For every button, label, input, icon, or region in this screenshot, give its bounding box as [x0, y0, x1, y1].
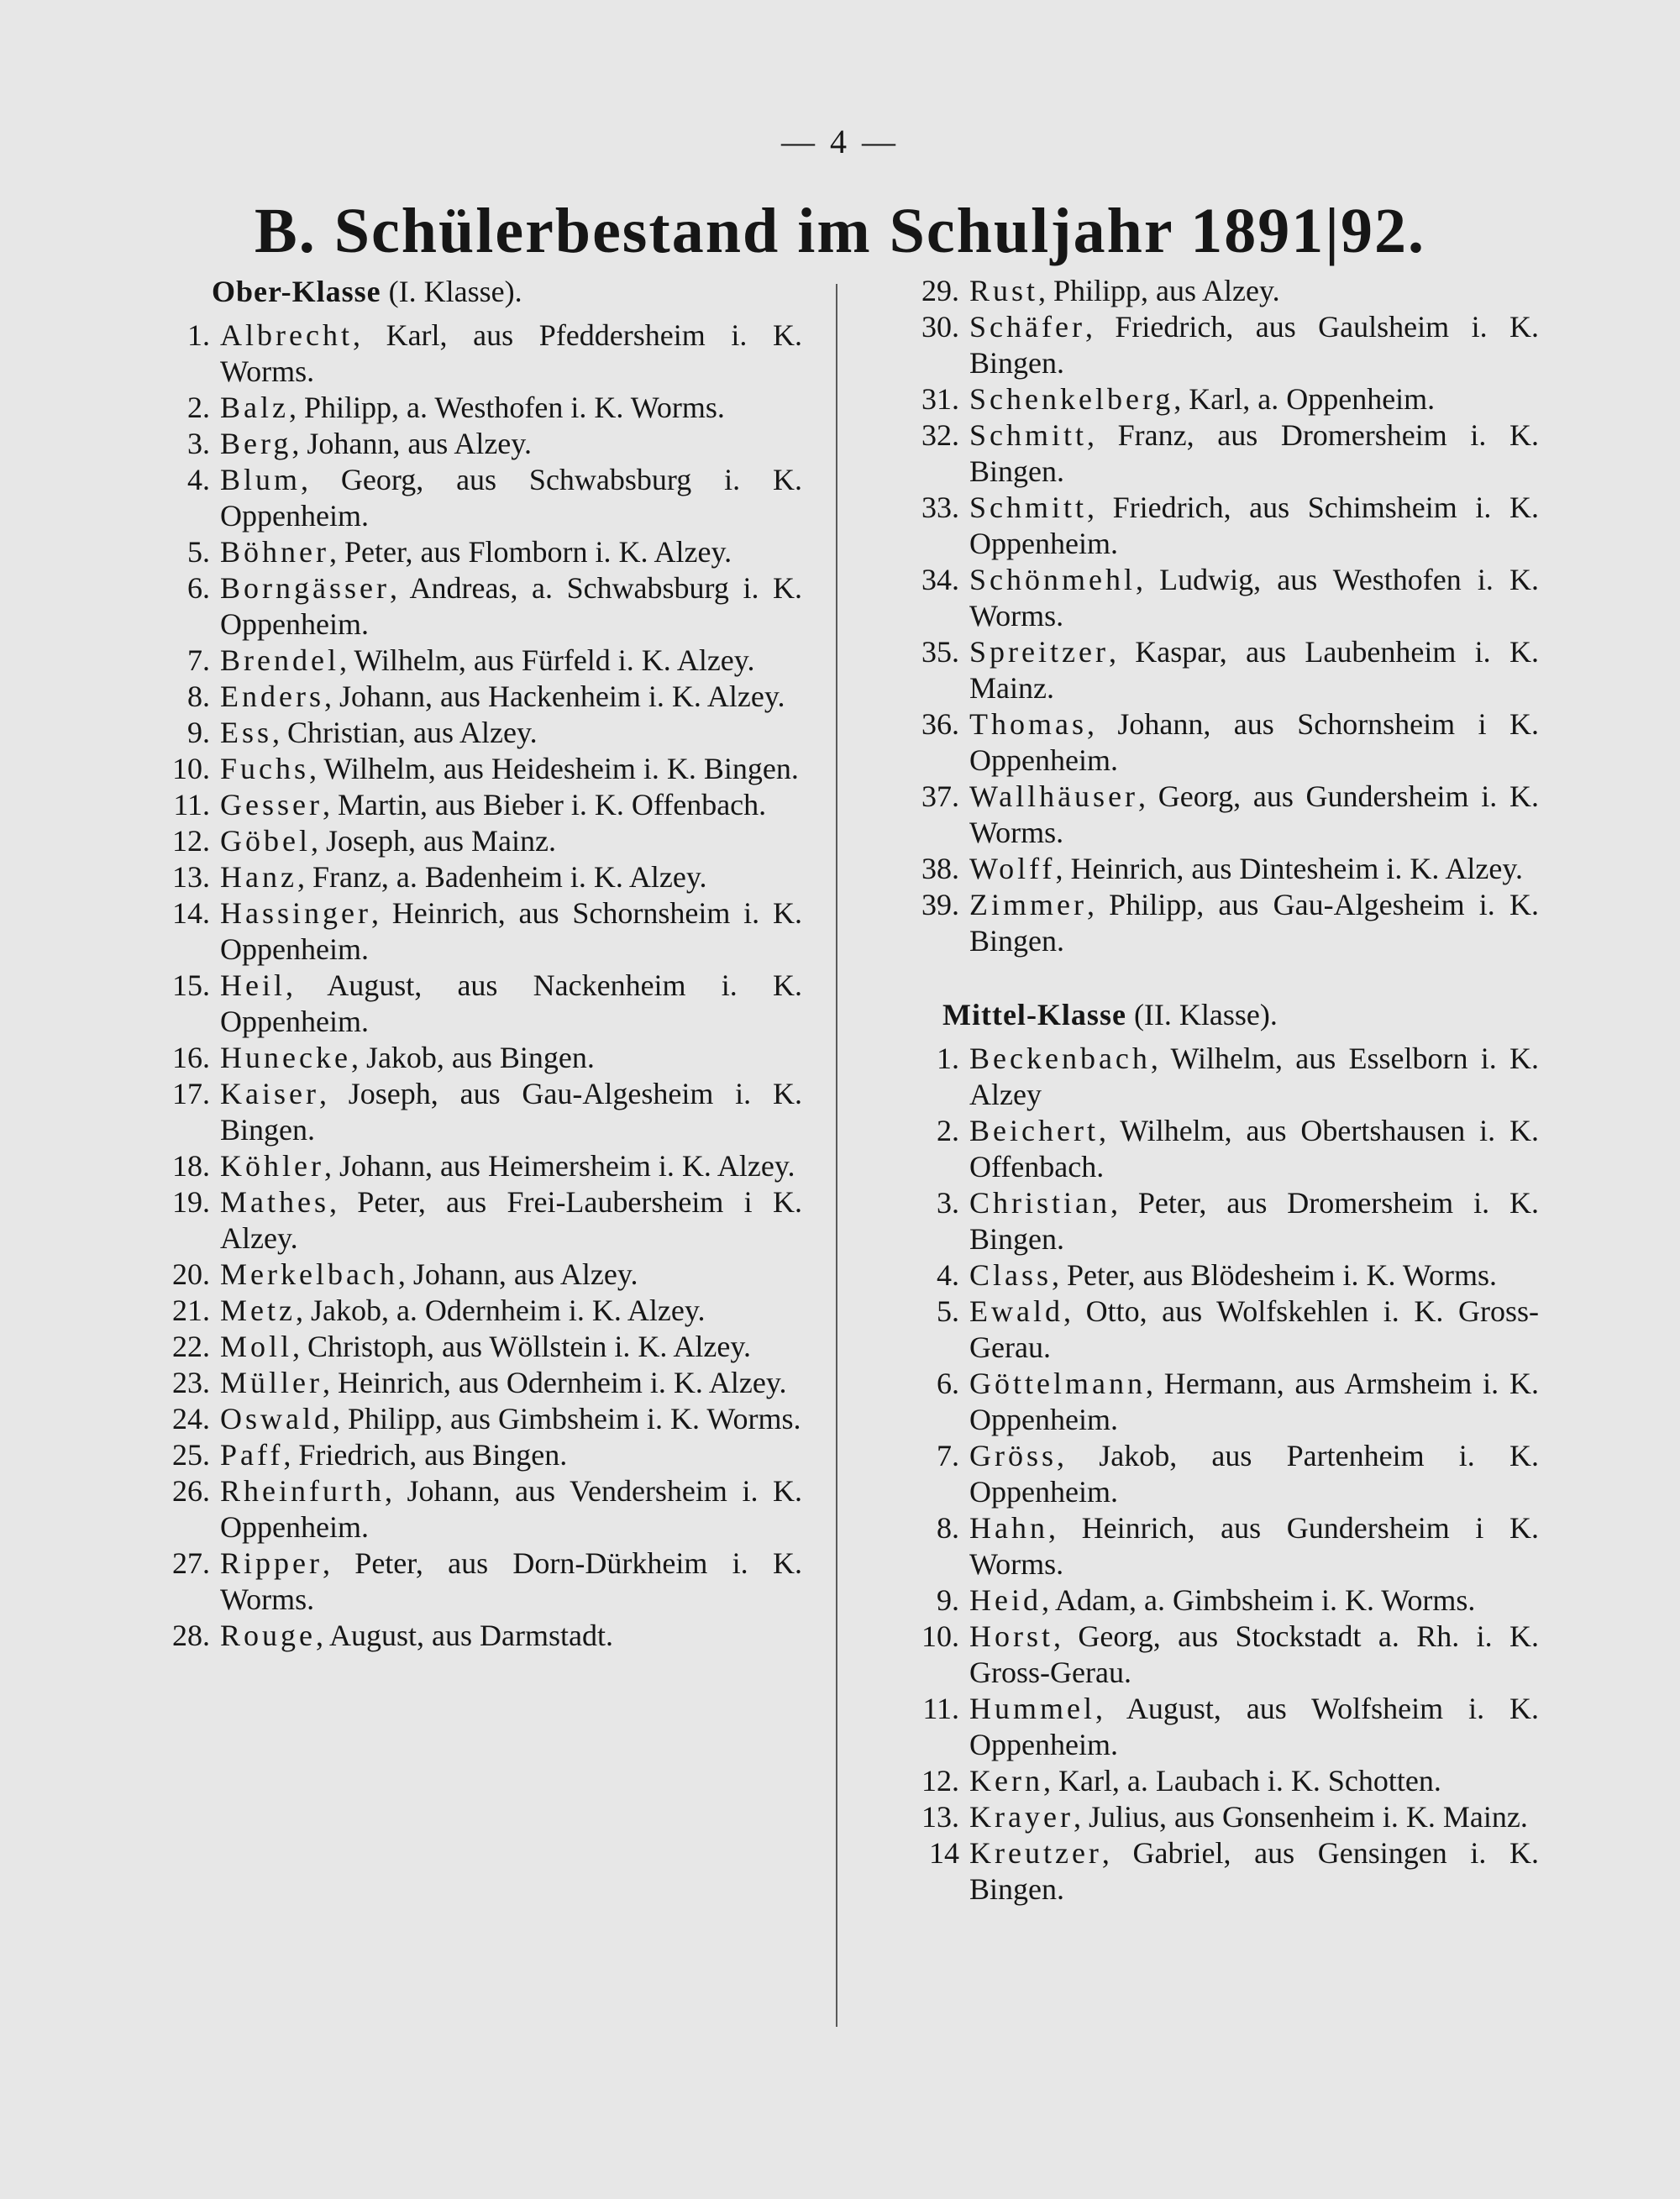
entry-text: [220, 462, 802, 534]
entry-text: [220, 390, 802, 426]
list-item: [867, 1619, 1539, 1691]
entry-number: 9.: [937, 1583, 959, 1617]
entry-number: 9.: [187, 716, 210, 749]
entry-number: 38.: [921, 852, 959, 885]
student-details: , Friedrich, aus Gaulsheim i. K. Bingen.: [969, 310, 1539, 380]
list-item: [118, 823, 802, 859]
list-item: [867, 1691, 1539, 1763]
entry-text: [220, 823, 802, 859]
list-item: [867, 381, 1539, 417]
list-item: [118, 751, 802, 787]
entry-number: 11.: [922, 1692, 959, 1725]
list-item: [118, 643, 802, 679]
student-details: , Heinrich, aus Schornsheim i. K. Oppenheim.: [220, 896, 802, 966]
entry-text: [969, 1799, 1539, 1835]
entry-text: [220, 715, 802, 751]
entry-number: 26.: [172, 1474, 210, 1508]
student-details: , Friedrich, aus Bingen.: [283, 1438, 568, 1472]
entry-text: [220, 859, 802, 895]
student-details: , Hermann, aus Armsheim i. K. Oppenheim.: [969, 1367, 1539, 1436]
list-item: [118, 570, 802, 643]
list-item: [867, 634, 1539, 706]
student-surname: Gesser: [220, 788, 323, 821]
column-divider: [836, 284, 837, 2027]
entry-text: [969, 309, 1539, 381]
list-item: [118, 895, 802, 968]
student-details: , Heinrich, aus Gundersheim i K. Worms.: [969, 1511, 1539, 1581]
student-surname: Balz: [220, 391, 289, 424]
student-details: , Karl, aus Pfeddersheim i. K. Worms.: [220, 318, 802, 388]
student-surname: Heid: [969, 1583, 1042, 1617]
student-surname: Heil: [220, 968, 286, 1002]
entry-number: 10.: [921, 1619, 959, 1653]
entry-number: 1.: [187, 318, 210, 352]
list-item: [867, 309, 1539, 381]
student-surname: Schönmehl: [969, 563, 1136, 596]
list-item: [118, 1076, 802, 1148]
student-details: , Peter, aus Flomborn i. K. Alzey.: [328, 535, 732, 569]
list-item: [118, 859, 802, 895]
student-surname: Köhler: [220, 1149, 324, 1183]
class-suffix: (II. Klasse).: [1133, 998, 1278, 1031]
entry-number: 23.: [172, 1366, 210, 1399]
student-details: , Wilhelm, aus Heidesheim i. K. Bingen.: [309, 752, 799, 785]
student-details: , Julius, aus Gonsenheim i. K. Mainz.: [1073, 1800, 1528, 1834]
list-item: [867, 1257, 1539, 1294]
student-details: , Peter, aus Blödesheim i. K. Worms.: [1052, 1258, 1497, 1292]
list-item: [867, 1763, 1539, 1799]
entry-text: [220, 570, 802, 643]
entry-number: 32.: [921, 418, 959, 452]
list-item: [867, 273, 1539, 309]
entry-number: 5.: [187, 535, 210, 569]
entry-text: [969, 779, 1539, 851]
page-number: — 4 —: [781, 123, 899, 160]
student-surname: Moll: [220, 1330, 293, 1363]
entry-text: [220, 1148, 802, 1184]
list-item: [867, 851, 1539, 887]
ober-klasse-heading: [212, 273, 896, 310]
list-item: [867, 1294, 1539, 1366]
list-item: [867, 1438, 1539, 1510]
entry-text: [969, 1041, 1539, 1113]
entry-text: [220, 1040, 802, 1076]
student-surname: Zimmer: [969, 888, 1087, 921]
entry-text: [220, 534, 802, 570]
entry-number: 2.: [187, 391, 210, 424]
student-details: , Jakob, aus Bingen.: [350, 1041, 595, 1074]
student-surname: Beckenbach: [969, 1042, 1151, 1075]
student-surname: Rheinfurth: [220, 1474, 385, 1508]
entry-number: 22.: [172, 1330, 210, 1363]
list-item: [118, 787, 802, 823]
entry-text: [220, 895, 802, 968]
entry-number: 39.: [921, 888, 959, 921]
entry-number: 12.: [172, 824, 210, 858]
student-surname: Schäfer: [969, 310, 1085, 344]
student-surname: Mathes: [220, 1185, 329, 1219]
list-item: [867, 706, 1539, 779]
entry-text: [969, 634, 1539, 706]
entry-number: 3.: [937, 1186, 959, 1220]
student-surname: Oswald: [220, 1402, 333, 1435]
student-surname: Horst: [969, 1619, 1053, 1653]
entry-number: 13.: [921, 1800, 959, 1834]
list-item: [118, 1618, 802, 1654]
student-surname: Hunecke: [220, 1041, 351, 1074]
student-details: , Wilhelm, aus Fürfeld i. K. Alzey.: [339, 643, 755, 677]
student-surname: Hahn: [969, 1511, 1048, 1545]
list-item: [118, 715, 802, 751]
student-details: , Wilhelm, aus Obertshausen i. K. Offenbach.: [969, 1114, 1539, 1183]
student-details: , Friedrich, aus Schimsheim i. K. Oppenheim.: [969, 491, 1539, 560]
entry-number: 28.: [172, 1619, 210, 1652]
list-item: [867, 1113, 1539, 1185]
student-details: , August, aus Wolfsheim i. K. Oppenheim.: [969, 1692, 1539, 1761]
student-details: , Heinrich, aus Dintesheim i. K. Alzey.: [1055, 852, 1523, 885]
student-surname: Wolff: [969, 852, 1056, 885]
entry-number: 18.: [172, 1149, 210, 1183]
entry-text: [969, 562, 1539, 634]
entry-number: 17.: [172, 1077, 210, 1110]
student-details: , Philipp, aus Gau-Algesheim i. K. Bingen.: [969, 888, 1539, 958]
entry-number: 29.: [921, 274, 959, 307]
entry-text: [220, 1329, 802, 1365]
student-surname: Ripper: [220, 1546, 323, 1580]
student-details: , Karl, a. Oppenheim.: [1173, 382, 1436, 416]
entry-number: 37.: [921, 779, 959, 813]
student-details: , Peter, aus Frei-Laubersheim i K. Alzey.: [220, 1185, 802, 1255]
entry-number: 36.: [921, 707, 959, 741]
student-details: , Johann, aus Heimersheim i. K. Alzey.: [323, 1149, 795, 1183]
list-item: [118, 1401, 802, 1437]
class-name: Mittel-Klasse: [942, 998, 1126, 1031]
student-surname: Borngässer: [220, 571, 390, 605]
student-surname: Blum: [220, 463, 302, 496]
list-item: [867, 417, 1539, 490]
student-surname: Kreutzer: [969, 1836, 1102, 1870]
entry-text: [220, 1184, 802, 1257]
entry-number: 14: [929, 1836, 959, 1870]
entry-number: 20.: [172, 1257, 210, 1291]
class-suffix: (I. Klasse).: [388, 275, 522, 308]
entry-number: 13.: [172, 860, 210, 894]
entry-number: 8.: [187, 680, 210, 713]
student-details: , August, aus Darmstadt.: [316, 1619, 613, 1652]
student-surname: Paff: [220, 1438, 284, 1472]
student-surname: Göbel: [220, 824, 311, 858]
student-details: , Jakob, aus Partenheim i. K. Oppenheim.: [969, 1439, 1539, 1509]
list-item: [867, 887, 1539, 959]
entry-text: [969, 490, 1539, 562]
student-surname: Hummel: [969, 1692, 1095, 1725]
student-details: , Andreas, a. Schwabsburg i. K. Oppenheim.: [220, 571, 802, 641]
student-surname: Hanz: [220, 860, 297, 894]
student-details: , Johann, aus Vendersheim i. K. Oppenheim.: [220, 1474, 802, 1544]
entry-number: 3.: [187, 427, 210, 460]
student-surname: Wallhäuser: [969, 779, 1139, 813]
student-surname: Ess: [220, 716, 273, 749]
entry-number: 25.: [172, 1438, 210, 1472]
student-details: , Otto, aus Wolfskehlen i. K. Gross-Gerau.: [969, 1294, 1539, 1364]
student-details: , Peter, aus Dromersheim i. K. Bingen.: [969, 1186, 1539, 1256]
mittel-klasse-list: [867, 1041, 1539, 1908]
entry-text: [969, 381, 1539, 417]
student-surname: Rouge: [220, 1619, 316, 1652]
list-item: [867, 562, 1539, 634]
entry-number: 8.: [937, 1511, 959, 1545]
student-details: , Johann, aus Schornsheim i K. Oppenheim.: [969, 707, 1539, 777]
entry-number: 19.: [172, 1185, 210, 1219]
list-item: [118, 1293, 802, 1329]
entry-text: [220, 1473, 802, 1546]
list-item: [118, 390, 802, 426]
entry-text: [220, 318, 802, 390]
entry-text: [969, 1366, 1539, 1438]
entry-number: 15.: [172, 968, 210, 1002]
list-item: [118, 1040, 802, 1076]
student-details: , Joseph, aus Mainz.: [310, 824, 556, 858]
student-surname: Thomas: [969, 707, 1087, 741]
entry-number: 7.: [187, 643, 210, 677]
student-details: , Heinrich, aus Odernheim i. K. Alzey.: [322, 1366, 787, 1399]
entry-text: [969, 1835, 1539, 1908]
list-item: [867, 490, 1539, 562]
student-surname: Krayer: [969, 1800, 1074, 1834]
ober-klasse-list: [118, 318, 802, 1654]
student-surname: Kaiser: [220, 1077, 319, 1110]
entry-text: [220, 968, 802, 1040]
list-item: [118, 1148, 802, 1184]
entry-number: 6.: [187, 571, 210, 605]
student-details: , August, aus Nackenheim i. K. Oppenheim.: [220, 968, 802, 1038]
entry-text: [969, 706, 1539, 779]
student-details: , Wilhelm, aus Esselborn i. K. Alzey: [969, 1042, 1539, 1111]
student-details: , Georg, aus Stockstadt a. Rh. i. K. Gross-Gerau.: [969, 1619, 1539, 1689]
entry-number: 35.: [921, 635, 959, 669]
student-details: , Georg, aus Gundersheim i. K. Worms.: [969, 779, 1539, 849]
list-item: [118, 679, 802, 715]
student-surname: Christian: [969, 1186, 1110, 1220]
entry-text: [220, 787, 802, 823]
entry-text: [220, 1257, 802, 1293]
list-item: [118, 968, 802, 1040]
entry-text: [220, 1437, 802, 1473]
list-item: [118, 462, 802, 534]
student-details: , Franz, a. Badenheim i. K. Alzey.: [297, 860, 707, 894]
entry-text: [969, 887, 1539, 959]
student-surname: Spreitzer: [969, 635, 1109, 669]
left-column: [118, 273, 802, 1654]
student-surname: Hassinger: [220, 896, 371, 930]
student-surname: Schenkelberg: [969, 382, 1174, 416]
student-details: , Johann, aus Hackenheim i. K. Alzey.: [323, 680, 785, 713]
student-details: , Gabriel, aus Gensingen i. K. Bingen.: [969, 1836, 1539, 1906]
entry-number: 2.: [937, 1114, 959, 1147]
entry-number: 30.: [921, 310, 959, 344]
student-surname: Schmitt: [969, 418, 1088, 452]
student-details: , Karl, a. Laubach i. K. Schotten.: [1042, 1764, 1441, 1798]
list-item: [118, 1257, 802, 1293]
list-item: [867, 779, 1539, 851]
entry-text: [220, 1618, 802, 1654]
list-item: [867, 1185, 1539, 1257]
student-details: , Johann, aus Alzey.: [397, 1257, 638, 1291]
student-details: , Franz, aus Dromersheim i. K. Bingen.: [969, 418, 1539, 488]
student-details: , Philipp, a. Westhofen i. K. Worms.: [288, 391, 725, 424]
entry-number: 14.: [172, 896, 210, 930]
student-details: , Christoph, aus Wöllstein i. K. Alzey.: [292, 1330, 751, 1363]
student-details: , Philipp, aus Alzey.: [1038, 274, 1280, 307]
student-surname: Gröss: [969, 1439, 1058, 1472]
entry-text: [220, 1076, 802, 1148]
entry-text: [969, 417, 1539, 490]
list-item: [867, 1799, 1539, 1835]
entry-text: [969, 1619, 1539, 1691]
entry-text: [969, 1257, 1539, 1294]
entry-number: 4.: [187, 463, 210, 496]
entry-text: [969, 1510, 1539, 1582]
list-item: [118, 1184, 802, 1257]
student-details: , Ludwig, aus Westhofen i. K. Worms.: [969, 563, 1539, 632]
entry-number: 4.: [937, 1258, 959, 1292]
student-details: , Georg, aus Schwabsburg i. K. Oppenheim.: [220, 463, 802, 533]
entry-number: 1.: [937, 1042, 959, 1075]
list-item: [867, 1835, 1539, 1908]
list-item: [118, 426, 802, 462]
student-surname: Böhner: [220, 535, 329, 569]
entry-number: 34.: [921, 563, 959, 596]
student-details: , Martin, aus Bieber i. K. Offenbach.: [322, 788, 767, 821]
entry-text: [220, 679, 802, 715]
student-surname: Albrecht: [220, 318, 353, 352]
student-surname: Ewald: [969, 1294, 1063, 1328]
class-name: Ober-Klasse: [212, 275, 381, 308]
student-details: , Johann, aus Alzey.: [291, 427, 532, 460]
entry-text: [969, 1438, 1539, 1510]
entry-number: 27.: [172, 1546, 210, 1580]
student-surname: Class: [969, 1258, 1053, 1292]
entry-number: 10.: [172, 752, 210, 785]
entry-number: 31.: [921, 382, 959, 416]
student-surname: Merkelbach: [220, 1257, 398, 1291]
entry-text: [220, 1365, 802, 1401]
student-surname: Kern: [969, 1764, 1043, 1798]
student-surname: Schmitt: [969, 491, 1088, 524]
list-item: [867, 1366, 1539, 1438]
student-surname: Fuchs: [220, 752, 310, 785]
student-surname: Brendel: [220, 643, 339, 677]
entry-text: [969, 1691, 1539, 1763]
list-item: [118, 1365, 802, 1401]
entry-text: [220, 751, 802, 787]
list-item: [118, 534, 802, 570]
mittel-klasse-heading: [942, 996, 1614, 1033]
student-surname: Berg: [220, 427, 292, 460]
student-details: , Christian, aus Alzey.: [272, 716, 538, 749]
list-item: [118, 1473, 802, 1546]
student-details: , Peter, aus Dorn-Dürkheim i. K. Worms.: [220, 1546, 802, 1616]
student-details: , Kaspar, aus Laubenheim i. K. Mainz.: [969, 635, 1539, 705]
student-surname: Müller: [220, 1366, 323, 1399]
list-item: [118, 1546, 802, 1618]
entry-number: 16.: [172, 1041, 210, 1074]
student-details: , Philipp, aus Gimbsheim i. K. Worms.: [333, 1402, 801, 1435]
list-item: [118, 1437, 802, 1473]
entry-number: 6.: [937, 1367, 959, 1400]
entry-text: [969, 273, 1539, 309]
ober-klasse-list-continued: [867, 273, 1539, 959]
entry-text: [969, 1582, 1539, 1619]
right-column: [867, 273, 1539, 1908]
entry-number: 21.: [172, 1294, 210, 1327]
entry-number: 12.: [921, 1764, 959, 1798]
entry-number: 24.: [172, 1402, 210, 1435]
student-surname: Rust: [969, 274, 1039, 307]
page-title: B. Schülerbestand im Schuljahr 1891|92.: [255, 196, 1425, 266]
entry-text: [969, 1113, 1539, 1185]
entry-text: [220, 426, 802, 462]
student-details: , Joseph, aus Gau-Algesheim i. K. Bingen.: [220, 1077, 802, 1147]
entry-number: 5.: [937, 1294, 959, 1328]
list-item: [867, 1510, 1539, 1582]
student-details: , Adam, a. Gimbsheim i. K. Worms.: [1041, 1583, 1476, 1617]
entry-text: [220, 1293, 802, 1329]
student-surname: Göttelmann: [969, 1367, 1146, 1400]
student-surname: Beichert: [969, 1114, 1099, 1147]
student-details: , Jakob, a. Odernheim i. K. Alzey.: [295, 1294, 706, 1327]
entry-text: [220, 1546, 802, 1618]
entry-text: [969, 1763, 1539, 1799]
entry-number: 11.: [173, 788, 210, 821]
entry-text: [969, 1185, 1539, 1257]
list-item: [118, 1329, 802, 1365]
entry-number: 33.: [921, 491, 959, 524]
entry-text: [220, 643, 802, 679]
entry-text: [969, 851, 1539, 887]
list-item: [867, 1041, 1539, 1113]
entry-number: 7.: [937, 1439, 959, 1472]
list-item: [118, 318, 802, 390]
student-surname: Metz: [220, 1294, 296, 1327]
entry-text: [220, 1401, 802, 1437]
entry-text: [969, 1294, 1539, 1366]
student-surname: Enders: [220, 680, 324, 713]
list-item: [867, 1582, 1539, 1619]
